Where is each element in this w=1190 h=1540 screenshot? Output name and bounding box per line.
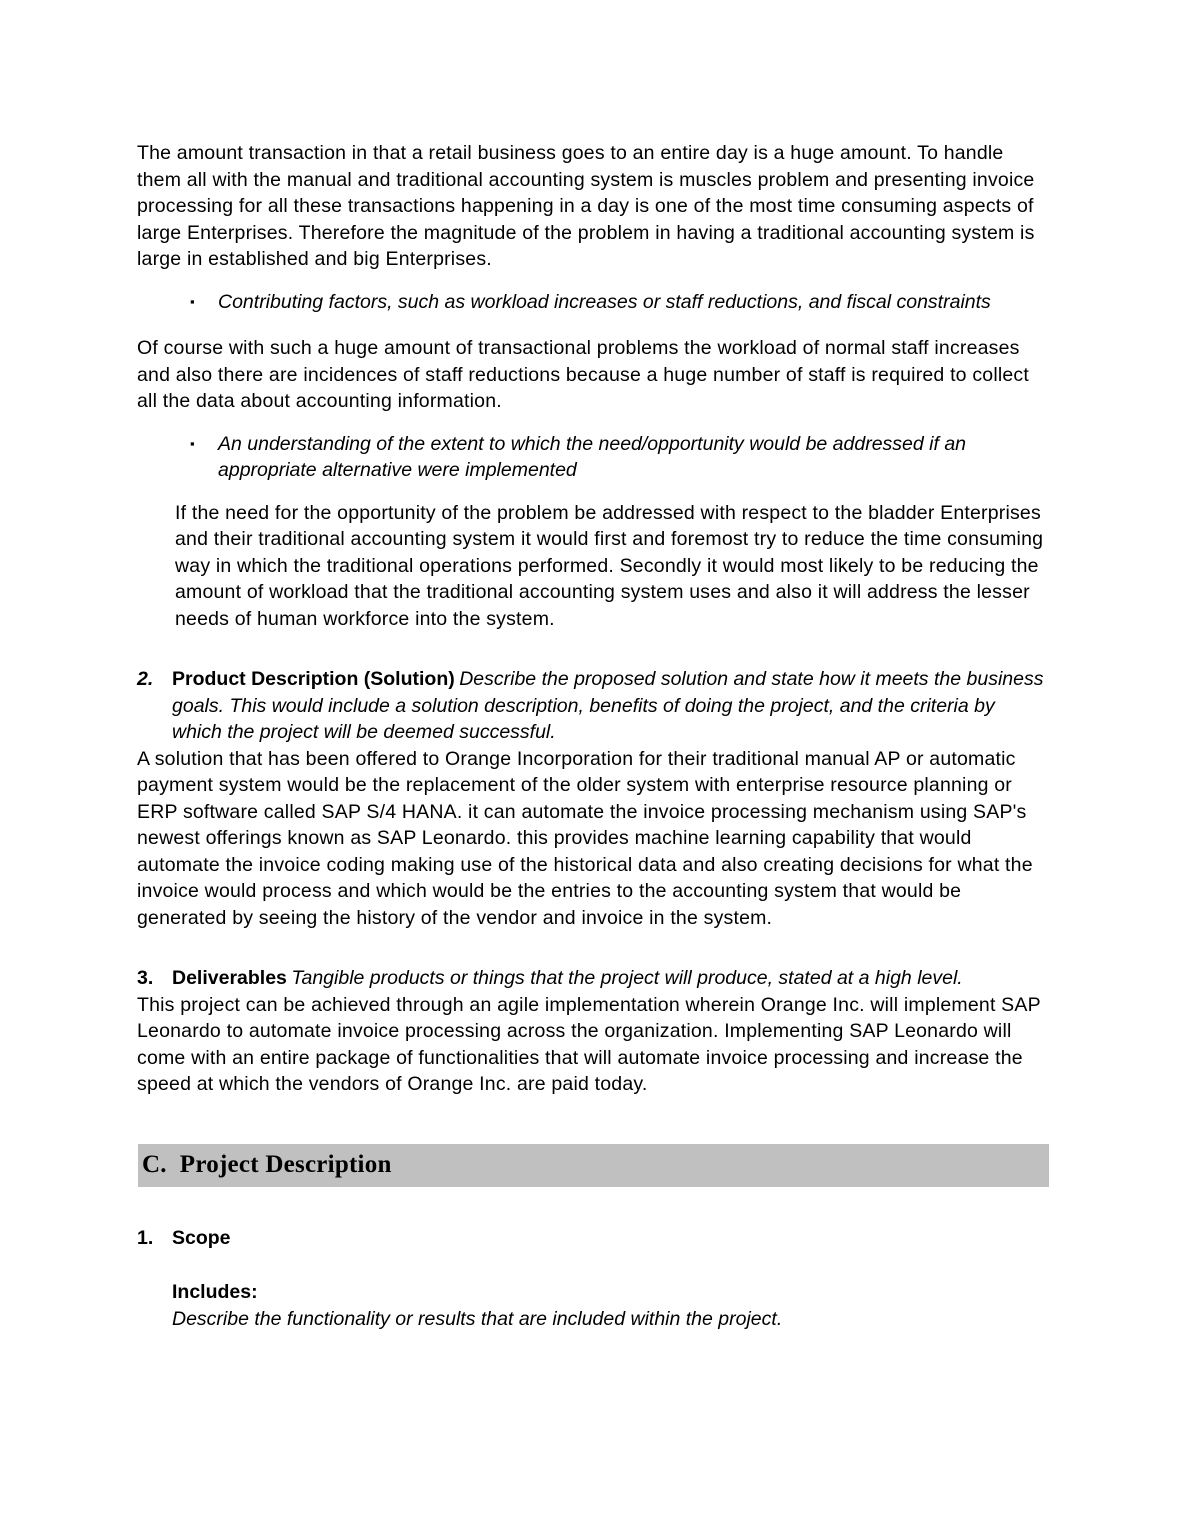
list-item-text: An understanding of the extent to which the need/opportunity would be addressed if an appropriate alternative were implemented [218, 432, 967, 481]
includes-label: Includes: [172, 1281, 258, 1303]
section-title: Scope [172, 1226, 231, 1249]
paragraph-deliverables-body: This project can be achieved through an agile implementation wherein Orange Inc. will implement SAP Leonardo to automate invoice processing across the organization. Implementing SAP Leonardo will come with an entire package of functionalities that will automate invoice processing and increase the speed at which the vendors of Orange Inc. are paid today. [137, 993, 1041, 1095]
square-bullet-icon: ▪ [190, 435, 195, 451]
paragraph-solution: A solution that has been offered to Orange Incorporation for their traditional manual AP or automatic payment system would be the replacement of the older system with enterprise resource planning or ERP software called SAP S/4 HANA. it can automate the invoice processing mechanism using SAP's newest offerings known as SAP Leonardo. this provides machine learning capability that would automate the invoice coding making use of the historical data and also creating decisions for what the invoice would process and which would be the entries to the accounting system that would be generated by seeing the history of the vendor and invoice in the system. [137, 747, 1033, 929]
scope-heading [137, 1225, 1047, 1252]
section-scope [137, 1225, 1047, 1333]
paragraph-intro: The amount transaction in that a retail business goes to an entire day is a huge amount. To handle them all with the manual and traditional accounting system is muscles problem and presenting invoice processing for all these transactions happening in a day is one of the most time consuming aspects of large Enterprises. Therefore the magnitude of the problem in having a traditional accounting system is large in established and big Enterprises. [137, 142, 1035, 270]
scope-includes-block [172, 1279, 1047, 1332]
paragraph-workload: Of course with such a huge amount of transactional problems the workload of normal staff increases and also there are incidences of staff reductions because a huge number of staff is required to collect all the data about accounting information. [137, 337, 1029, 412]
section-description: Describe the proposed solution and state how it meets the business goals. This would include a solution description, benefits of doing the project, and the criteria by which the project will be deemed successful. [172, 668, 1044, 743]
banner-title: C. Project Description [142, 1150, 392, 1178]
section-number: 2. [137, 668, 154, 690]
section-number: 1. [137, 1226, 154, 1249]
section-product-description [137, 666, 1047, 746]
section-title: Deliverables [172, 967, 287, 989]
square-bullet-icon: ▪ [190, 293, 195, 309]
document-body [137, 140, 1047, 1332]
section-title: Product Description (Solution) [172, 668, 455, 690]
section-description: Tangible products or things that the project will produce, stated at a high level. [291, 967, 963, 989]
section-deliverables [137, 965, 1047, 992]
list-item-text: Contributing factors, such as workload increases or staff reductions, and fiscal constraints [218, 290, 991, 313]
section-number: 3. [137, 967, 154, 989]
includes-description: Describe the functionality or results that are included within the project. [172, 1307, 783, 1330]
section-content [172, 965, 1047, 992]
section-content [172, 666, 1047, 746]
list-item [190, 289, 1028, 316]
paragraph-need-addressed: If the need for the opportunity of the problem be addressed with respect to the bladder Enterprises and their traditional accounting system it would first and foremost try to reduce the time consuming way in which the traditional operations performed. Secondly it would most likely to be reducing the amount of workload that the traditional accounting system uses and also it will address the lesser needs of human workforce into the system. [175, 501, 1044, 630]
section-banner-project-description [138, 1144, 1049, 1187]
list-item [190, 431, 1028, 484]
section-content [172, 1225, 1047, 1252]
